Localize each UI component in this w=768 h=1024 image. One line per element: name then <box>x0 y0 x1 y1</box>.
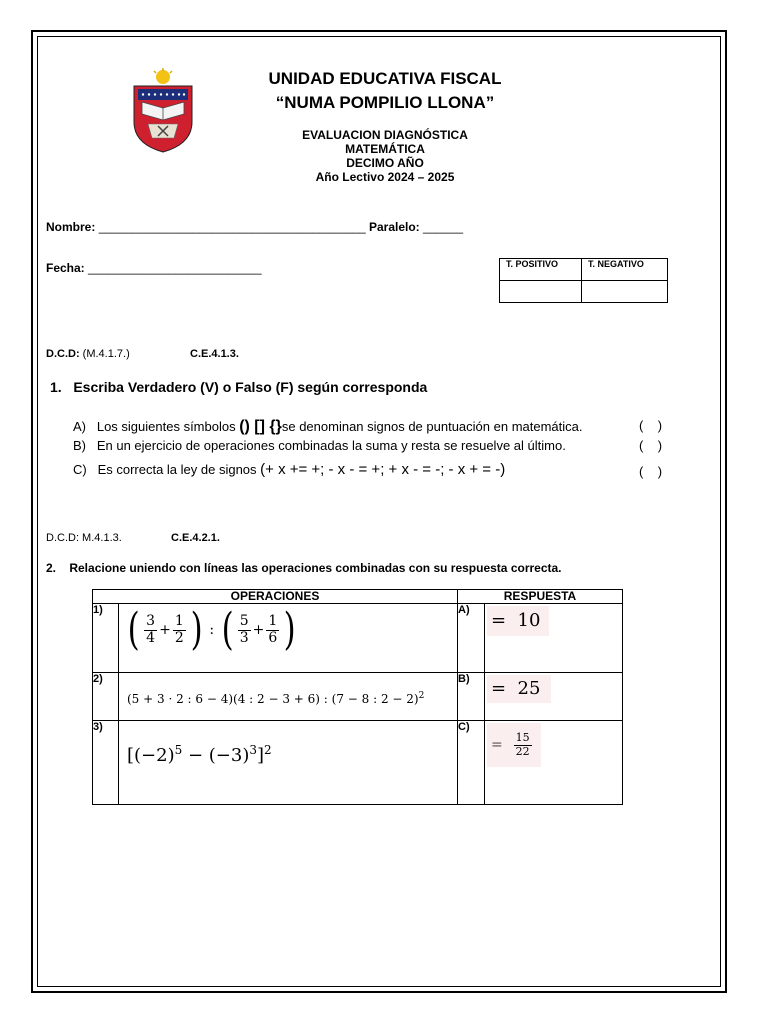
score-negativo-cell[interactable] <box>582 281 668 303</box>
name-field[interactable] <box>46 220 463 234</box>
section1-title: 1. Escriba Verdadero (V) o Falso (F) según corresponda <box>50 379 428 395</box>
name-label: Nombre: <box>46 220 96 234</box>
section1-dcd <box>46 348 130 360</box>
s1-item-b-letter: B) <box>73 438 86 453</box>
fecha-label: Fecha: <box>46 261 85 275</box>
paralelo-label: Paralelo: <box>368 220 420 234</box>
s1-item-a-text: Los siguientes símbolos <box>96 419 240 434</box>
section1-ce: C.E.4.1.3. <box>190 348 239 360</box>
s1-item-b-blank[interactable]: ( ) <box>639 438 663 453</box>
answer-row2-letter: B) <box>458 673 485 721</box>
school-name-line1: UNIDAD EDUCATIVA FISCAL <box>268 69 502 88</box>
op-row1-number: 1) <box>93 604 119 673</box>
answer-row1-value: = 10 <box>487 606 549 636</box>
op-row3-number: 3) <box>93 721 119 805</box>
answer-row2-cell <box>485 673 623 721</box>
name-line: ________________________________________ <box>98 220 366 234</box>
section1-dcd-label: D.C.D: <box>46 348 80 360</box>
exam-grade: DECIMO AÑO <box>346 156 424 170</box>
s1-item-a <box>73 418 583 436</box>
score-table <box>499 258 668 303</box>
score-positivo-header: T. POSITIVO <box>500 259 582 281</box>
score-negativo-header: T. NEGATIVO <box>582 259 668 281</box>
operaciones-header: OPERACIONES <box>93 590 458 604</box>
s1-item-a-letter: A) <box>73 419 86 434</box>
answer-row3-value: = $\frac{15}{22}$ <box>487 723 541 767</box>
exam-subject: MATEMÁTICA <box>345 142 425 156</box>
fecha-field[interactable] <box>46 261 262 275</box>
s1-item-c-letter: C) <box>73 462 87 477</box>
respuesta-header: RESPUESTA <box>458 590 623 604</box>
answer-row1-cell <box>485 604 623 673</box>
paralelo-line: ______ <box>423 220 464 234</box>
s1-item-a-symbols: () [] {} <box>239 418 282 435</box>
section2-ce: C.E.4.2.1. <box>171 532 220 544</box>
answer-row3-letter: C) <box>458 721 485 805</box>
answer-row1-letter: A) <box>458 604 485 673</box>
op-row2-expression: (5 + 3 · 2 : 6 − 4)(4 : 2 − 3 + 6) : (7 − 8 : 2 − 2)$^2$ <box>119 673 458 721</box>
s1-item-a-text-post: se denominan signos de puntuación en matemática. <box>281 419 583 434</box>
op-row3-expression: $[(-2)^5 - (-3)^3]^2$ <box>119 721 458 805</box>
s1-item-c-text: Es correcta la ley de signos <box>97 462 261 477</box>
op-row1-expression: ( $\frac{3}{4}$ + $\frac{1}{2}$ ) : ( $\frac{5}{3}$ + $\frac{1}{6}$ ) <box>119 604 458 673</box>
section2-dcd: D.C.D: M.4.1.3. <box>46 532 122 544</box>
s1-item-c-symbols: (+ x += +; - x - = +; + x - = -; - x + = -) <box>260 461 506 478</box>
s1-item-c-blank[interactable]: ( ) <box>639 464 663 479</box>
exam-year: Año Lectivo 2024 – 2025 <box>315 170 455 184</box>
op-row2-number: 2) <box>93 673 119 721</box>
school-name-line2: “NUMA POMPILIO LLONA” <box>275 93 495 112</box>
answer-row2-value: = 25 <box>487 675 551 703</box>
section2-title: 2. Relacione uniendo con líneas las operaciones combinadas con su respuesta correcta. <box>46 561 562 575</box>
answer-row3-cell <box>485 721 623 805</box>
s1-item-b-text: En un ejercicio de operaciones combinadas la suma y resta se resuelve al último. <box>96 438 566 453</box>
operations-table <box>92 589 623 805</box>
section1-dcd-value: (M.4.1.7.) <box>82 348 130 360</box>
score-positivo-cell[interactable] <box>500 281 582 303</box>
s1-item-a-blank[interactable]: ( ) <box>639 418 663 433</box>
fecha-line: __________________________ <box>88 261 262 275</box>
exam-title: EVALUACION DIAGNÓSTICA <box>302 128 468 142</box>
s1-item-b <box>73 438 566 453</box>
s1-item-c <box>73 461 505 478</box>
